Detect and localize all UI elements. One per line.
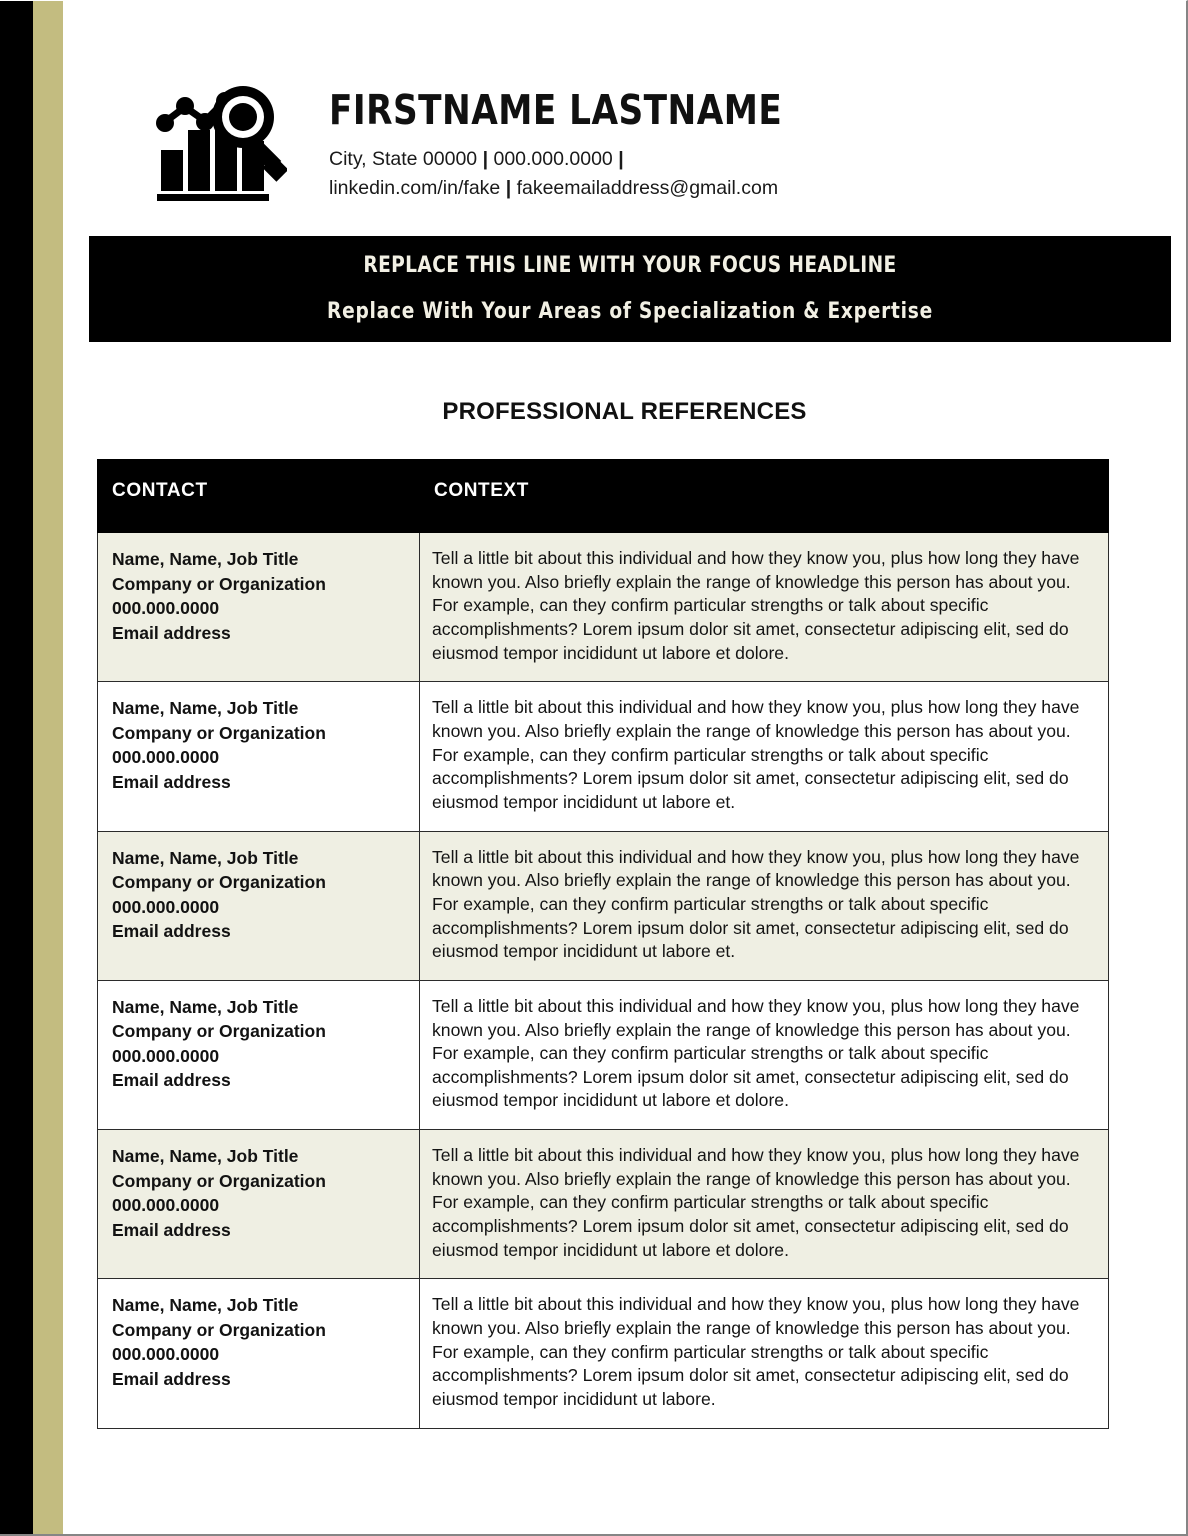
reference-phone: 000.000.0000 [112,598,220,618]
reference-company: Company or Organization [112,1021,326,1042]
reference-phone: 000.000.0000 [112,896,220,917]
contact-phone: 000.000.0000 [493,148,613,171]
reference-phone: 000.000.0000 [112,1045,220,1066]
reference-company: Company or Organization [112,722,326,743]
reference-name-title: Name, Name, Job Title [112,1146,299,1167]
table-row [98,682,1109,831]
reference-name-title: Name, Name, Job Title [112,996,299,1017]
section-title-professional-references: PROFESSIONAL REFERENCES [442,398,807,425]
reference-phone: 000.000.0000 [112,747,220,768]
references-table-body [98,533,1109,1429]
references-table [97,459,1109,1429]
reference-company: Company or Organization [112,872,326,893]
table-header-row [98,460,1109,533]
reference-email: Email address [112,1368,231,1389]
reference-context-cell: Tell a little bit about this individual and how they know you, plus how long they have known you. Also briefly explain the range of knowledge this person has about you. For example, can they confirm particular strengths or talk about specific accomplishments? Lorem ipsum dolor sit amet, consectetur adipiscing elit, sed do eiusmod tempor incididunt ut labore et. [420,682,1109,831]
contact-separator: | [505,176,512,199]
reference-context-cell: Tell a little bit about this individual and how they know you, plus how long they have known you. Also briefly explain the range of knowledge this person has about you. For example, can they confirm particular strengths or talk about specific accomplishments? Lorem ipsum dolor sit amet, consectetur adipiscing elit, sed do eiusmod tempor incididunt ut labore. [420,1279,1109,1428]
page-content [63,1,1186,1536]
contact-location: City, State 00000 [329,148,478,171]
reference-context-cell: Tell a little bit about this individual and how they know you, plus how long they have known you. Also briefly explain the range of knowledge this person has about you. For example, can they confirm particular strengths or talk about specific accomplishments? Lorem ipsum dolor sit amet, consectetur adipiscing elit, sed do eiusmod tempor incididunt ut labore et dolore. [420,1130,1109,1279]
table-row [98,980,1109,1129]
table-row [98,1279,1109,1428]
reference-name-title: Name, Name, Job Title [112,549,299,569]
reference-email: Email address [112,1219,231,1240]
reference-company: Company or Organization [112,1319,326,1340]
header-text-block [329,73,816,203]
resume-header [63,1,1186,205]
reference-email: Email address [112,1070,231,1091]
table-row [98,1130,1109,1279]
column-header-context: CONTEXT [420,460,1109,533]
bar-chart-magnifier-icon [155,79,287,205]
reference-company: Company or Organization [112,1170,326,1191]
reference-contact-cell [98,682,420,831]
reference-company: Company or Organization [112,573,326,594]
reference-context-cell: Tell a little bit about this individual and how they know you, plus how long they have known you. Also briefly explain the range of knowledge this person has about you. For example, can they confirm particular strengths or talk about specific accomplishments? Lorem ipsum dolor sit amet, consectetur adipiscing elit, sed do eiusmod tempor incididunt ut labore et dolore. [420,533,1109,682]
contact-line-1 [329,145,816,174]
reference-email: Email address [112,921,231,942]
reference-contact-cell [98,831,420,980]
reference-name-title: Name, Name, Job Title [112,698,299,719]
reference-name-title: Name, Name, Job Title [112,847,299,868]
focus-headline-banner [89,236,1171,342]
reference-name-title: Name, Name, Job Title [112,1295,299,1316]
reference-email: Email address [112,771,231,792]
reference-contact-cell [98,1279,420,1428]
focus-headline: REPLACE THIS LINE WITH YOUR FOCUS HEADLINE [363,252,897,278]
page-left-black-edge [0,1,33,1536]
specialization-subheadline: Replace With Your Areas of Specialization & Expertise [327,298,933,324]
contact-separator: | [618,148,624,171]
contact-separator: | [482,148,489,171]
reference-contact-cell [98,1130,420,1279]
column-header-contact: CONTACT [98,460,420,533]
reference-phone: 000.000.0000 [112,1344,220,1365]
table-row [98,533,1109,682]
contact-info [329,145,816,203]
contact-email[interactable]: fakeemailaddress@gmail.com [516,176,779,199]
reference-contact-cell [98,980,420,1129]
page-title: FIRSTNAME LASTNAME [329,86,783,134]
contact-linkedin[interactable]: linkedin.com/in/fake [329,176,501,199]
reference-contact-cell [98,533,420,682]
contact-line-2 [329,174,816,203]
reference-context-cell: Tell a little bit about this individual and how they know you, plus how long they have known you. Also briefly explain the range of knowledge this person has about you. For example, can they confirm particular strengths or talk about specific accomplishments? Lorem ipsum dolor sit amet, consectetur adipiscing elit, sed do eiusmod tempor incididunt ut labore et dolore. [420,980,1109,1129]
reference-context-cell: Tell a little bit about this individual and how they know you, plus how long they have known you. Also briefly explain the range of knowledge this person has about you. For example, can they confirm particular strengths or talk about specific accomplishments? Lorem ipsum dolor sit amet, consectetur adipiscing elit, sed do eiusmod tempor incididunt ut labore et. [420,831,1109,980]
page-accent-stripe [33,1,63,1535]
reference-email: Email address [112,622,231,643]
reference-phone: 000.000.0000 [112,1195,220,1216]
table-row [98,831,1109,980]
